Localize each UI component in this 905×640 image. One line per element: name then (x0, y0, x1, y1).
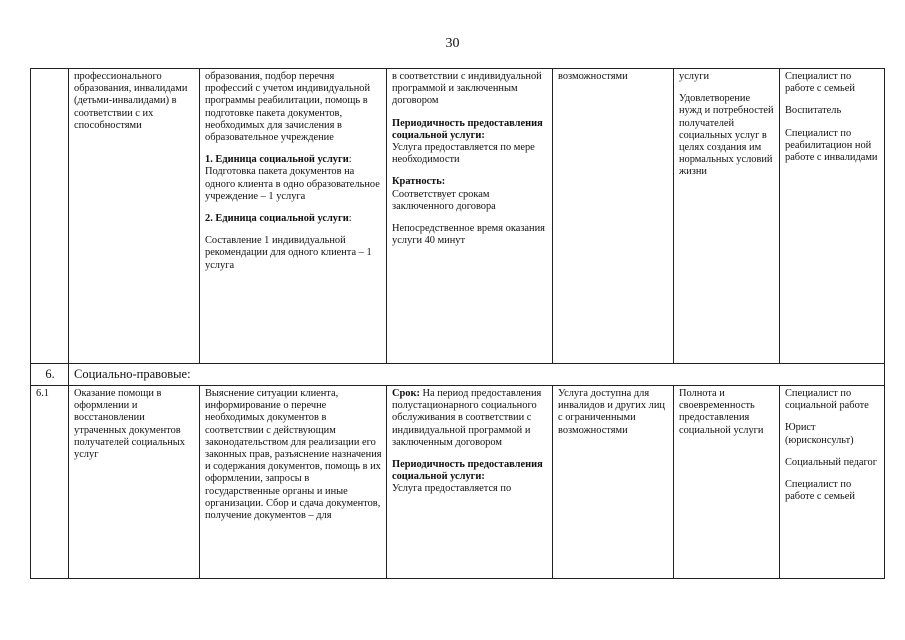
cell-quality: услуги Удовлетворение нужд и потребностей получателей социальных услуг в целях создания им нормальных условий жизни (674, 69, 780, 364)
periodicity-title: Периодичность предоставления социальной услуги: (392, 459, 543, 483)
table-row-6-1 (31, 386, 885, 579)
cell-staff: Специалист по работе с семьей Воспитатель Специалист по реабилитацион ной работе с инвалидами (780, 69, 885, 364)
cell-accessibility: возможностями (553, 69, 674, 364)
cell-service-description: образования, подбор перечня профессий с учетом индивидуальной программы реабилитации, помощь в подготовке пакета документов, необходимых для зачисления в образовательное учреждение 1. Единица социальной услуги: Подготовка пакета документов на одного клиента в одно образовательное учреждение – 1 услуга 2. Единица социальной услуги: Составление 1 индивидуальной рекомендации для одного клиента – 1 услуга (200, 69, 387, 364)
section-title: Социально-правовые: (69, 364, 885, 386)
cell-terms: в соответствии с индивидуальной программой и заключенным договором Периодичность предоставления социальной услуги: Услуга предоставляется по мере необходимости Кратность: Соответствует срокам заключенного договора Непосредственное время оказания услуги 40 минут (387, 69, 553, 364)
cell-number (31, 69, 69, 364)
frequency-title: Кратность: (392, 176, 446, 188)
page-number: 30 (445, 36, 460, 51)
table-row-continued (31, 69, 885, 364)
cell-accessibility: Услуга доступна для инвалидов и других лиц с ограниченными возможностями (553, 386, 674, 579)
unit2-title: 2. Единица социальной услуги (205, 213, 349, 225)
cell-staff: Специалист по социальной работе Юрист (юрисконсульт) Социальный педагог Специалист по работе с семьей (780, 386, 885, 579)
unit1-title: 1. Единица социальной услуги (205, 154, 349, 166)
description-text: образования, подбор перечня профессий с учетом индивидуальной программы реабилитации, помощь в подготовке пакета документов, необходимых для зачисления в образовательное учреждение (205, 71, 371, 144)
cell-service-name: Оказание помощи в оформлении и восстановлении утраченных документов получателей социальных услуг (69, 386, 200, 579)
term-title: Срок: (392, 388, 420, 399)
services-table (30, 68, 885, 579)
cell-service-description: Выяснение ситуации клиента, информирование о перечне необходимых документов в соответствии с действующим законодательством для реализации его законных прав, разъяснение назначения и содержания документов, помощь в их оформлении, запросы в государственные органы и иные организации. Сбор и сдача документов, получение документов – для (200, 386, 387, 579)
cell-service-name: профессионального образования, инвалидами (детьми-инвалидами) в соответствии с их способностями (69, 69, 200, 364)
cell-number: 6.1 (31, 386, 69, 579)
cell-quality: Полнота и своевременность предоставления социальной услуги (674, 386, 780, 579)
cell-terms: Срок: На период предоставления полустационарного социального обслуживания в соответствии с индивидуальной программой и заключенным договором Периодичность предоставления социальной услуги: Услуга предоставляется по (387, 386, 553, 579)
section-number: 6. (31, 364, 69, 386)
periodicity-title: Периодичность предоставления социальной услуги: (392, 117, 543, 141)
unit2-text: Составление 1 индивидуальной рекомендации для одного клиента – 1 услуга (205, 235, 372, 271)
unit1-text: Подготовка пакета документов на одного клиента в одно образовательное учреждение – 1 услуга (205, 166, 380, 202)
section-row (31, 364, 885, 386)
